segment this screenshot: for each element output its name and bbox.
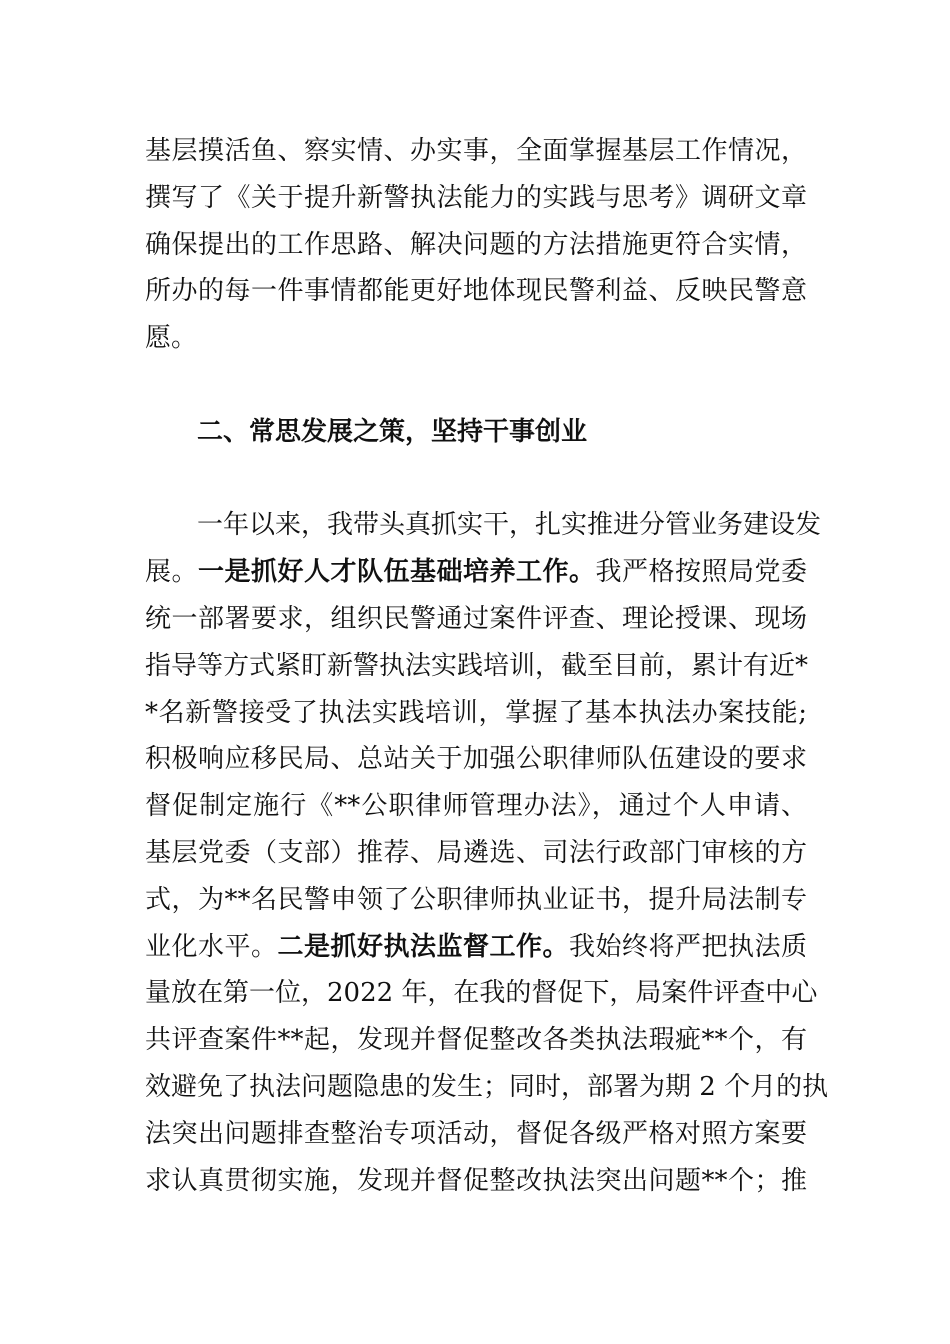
text-line: 式，为**名民警申领了公职律师执业证书，提升局法制专 xyxy=(145,884,807,915)
text-line: 基层党委（支部）推荐、局遴选、司法行政部门审核的方 xyxy=(145,837,807,868)
text-line xyxy=(145,549,807,596)
text-line: 效避免了执法问题隐患的发生；同时，部署为期 2 个月的执 xyxy=(145,1071,829,1102)
text-line: *名新警接受了执法实践培训，掌握了基本执法办案技能; xyxy=(145,697,807,728)
document-body xyxy=(145,128,829,1204)
text-line: 撰写了《关于提升新警执法能力的实践与思考》调研文章 xyxy=(145,182,807,213)
text-line: 指导等方式紧盯新警执法实践培训，截至目前，累计有近* xyxy=(145,650,809,681)
text-line: 统一部署要求，组织民警通过案件评查、理论授课、现场 xyxy=(145,603,807,634)
text-line: 愿。 xyxy=(145,323,198,354)
text-run: 业化水平。 xyxy=(145,931,278,962)
text-line: 督促制定施行《**公职律师管理办法》，通过个人申请、 xyxy=(145,791,807,822)
text-line: 求认真贯彻实施，发现并督促整改执法突出问题**个；推 xyxy=(145,1165,807,1196)
bold-subheading: 一是抓好人才队伍基础培养工作。 xyxy=(198,557,596,588)
text-run: 我严格按照局党委 xyxy=(595,557,807,588)
text-line: 确保提出的工作思路、解决问题的方法措施更符合实情， xyxy=(145,229,807,260)
text-line: 基层摸活鱼、察实情、办实事，全面掌握基层工作情况， xyxy=(145,136,807,166)
text-line: 所办的每一件事情都能更好地体现民警利益、反映民警意 xyxy=(145,276,807,307)
text-line: 共评查案件**起，发现并督促整改各类执法瑕疵**个，有 xyxy=(145,1025,807,1056)
text-line xyxy=(145,924,807,971)
bold-subheading: 二是抓好执法监督工作。 xyxy=(277,931,569,962)
text-line: 积极响应移民局、总站关于加强公职律师队伍建设的要求 xyxy=(145,744,807,775)
text-run: 我始终将严把执法质 xyxy=(568,931,807,962)
text-line: 法突出问题排查整治专项活动，督促各级严格对照方案要 xyxy=(145,1118,807,1149)
text-line: 一年以来，我带头真抓实干，扎实推进分管业务建设发 xyxy=(197,510,822,541)
section-heading: 二、常思发展之策，坚持干事创业 xyxy=(197,416,588,447)
paragraph-gap xyxy=(145,456,807,503)
text-run: 展。 xyxy=(145,557,198,588)
paragraph-gap xyxy=(145,362,807,409)
text-line: 量放在第一位，2022 年，在我的督促下，局案件评查中心 xyxy=(145,978,818,1009)
